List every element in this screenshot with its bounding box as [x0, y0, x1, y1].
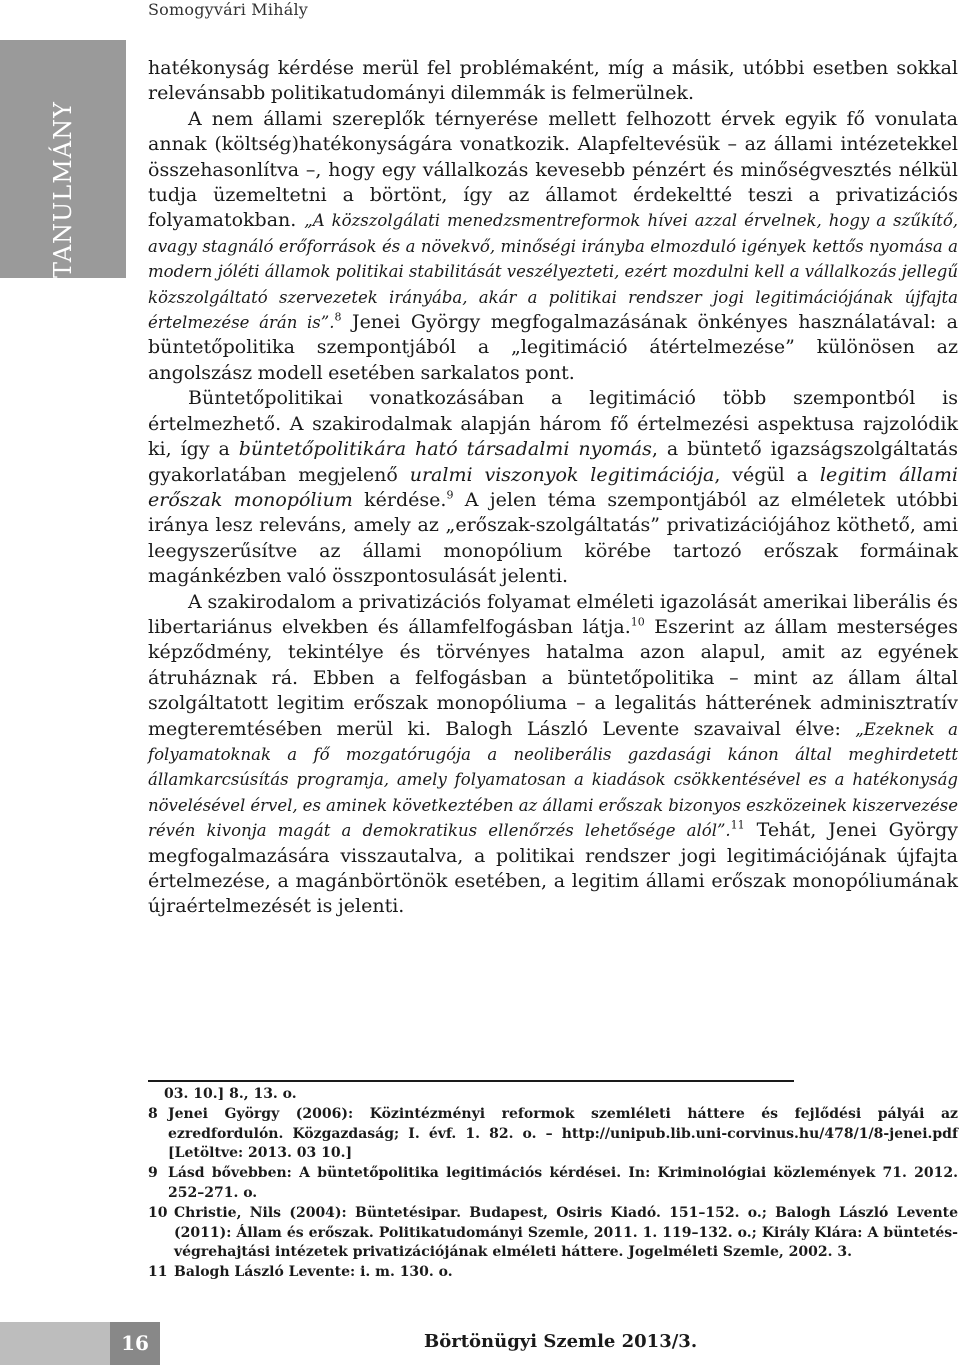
footnote-9: [148, 1164, 958, 1204]
section-tab: [0, 40, 126, 278]
paragraph-2: [148, 107, 958, 386]
footer-gray-block: [0, 1322, 110, 1365]
running-head-author: Somogyvári Mihály: [148, 0, 309, 19]
footnote-number: 10: [148, 1204, 168, 1221]
journal-name: Börtönügyi Szemle 2013/3.: [424, 1331, 698, 1352]
footnote-text: Balogh László Levente: i. m. 130. o.: [174, 1264, 453, 1281]
emphasis-term: legitim állami erőszak monopólium: [148, 463, 958, 511]
paragraph-text: Eszerint az állam mesterséges képződmény, tekintélye és törvényes hatalma azon alapul, amit az egyének átruháznak rá. Ebben a felfogásban a büntetőpolitika – mint az állam által szolgáltatott legitim erőszak monopóliuma – a legalitás hátterének adminisztratív megteremtésében merül ki. Balogh László Levente szavaival élve:: [148, 615, 959, 740]
paragraph-text: kérdése.: [352, 488, 447, 511]
footnote-8: [148, 1105, 958, 1164]
footnote-text: Lásd bővebben: A büntetőpolitika legitimációs kérdései. In: Kriminológiai közlemények 71. 2012. 252–271. o.: [168, 1165, 958, 1201]
footnote-continuation: [148, 1085, 958, 1105]
footnote-10: [148, 1204, 958, 1263]
paragraph-text: Büntetőpolitikai vonatkozásában a legitimáció több szempontból is értelmezhető. A szakirodalmak alapján három fő értelmezési aspektusa rajzolódik ki, így a: [148, 387, 958, 461]
paragraph-text: Jenei György megfogalmazásának önkényes használatával: a büntetőpolitika szempontjából a „legitimáció átértelmezése” különösen az angolszász modell esetében sarkalatos pont.: [148, 311, 959, 384]
block-quote-jenei: „A közszolgálati menedzsmentreformok hívei azzal érvelnek, hogy a szűkítő, avagy stagnáló erőforrások és a növekvő, minőségi irányba elmozduló igények kettős nyomása a modern jóléti államok politikai stabilitását veszélyezteti, ezért mozdulni kell a vállalkozás jellegű közszolgáltató szervezetek irányába, akár a politikai rendszer jogi legitimációjának újfajta értelmezése árán is”.: [148, 211, 958, 333]
footnote-number: 8: [148, 1105, 158, 1122]
footnote-ref-8[interactable]: 8: [334, 310, 342, 324]
paragraph-text: Tehát, Jenei György megfogalmazására visszautalva, a politikai rendszer jogi legitimációjának újfajta értelmezése, a magánbörtönök esetében, a legitim állami erőszak monopóliumának újraértelmezését is jelenti.: [148, 819, 958, 918]
section-tab-label: TANULMÁNY: [49, 101, 77, 278]
footnote-number: 9: [148, 1165, 158, 1182]
footnote-text: Jenei György (2006): Közintézményi reformok szemléleti háttere és fejlődési pályái az ezredfordulón. Közgazdaság; I. évf. 1. 82. o. – http://unipub.lib.uni-corvinus.hu/478/1/8-jenei.pdf [Letöltve: 2013. 03 10.]: [168, 1105, 958, 1162]
footnote-ref-11[interactable]: 11: [730, 818, 745, 832]
footnote-ref-10[interactable]: 10: [630, 615, 645, 629]
footnote-11: [148, 1263, 958, 1283]
emphasis-term: büntetőpolitikára ható társadalmi nyomás: [238, 438, 652, 461]
article-body: [148, 56, 958, 920]
emphasis-term: uralmi viszonyok legitimációja: [409, 463, 715, 486]
paragraph-3: [148, 386, 958, 589]
block-quote-balogh: „Ezeknek a folyamatoknak a fő mozgatórugója a neoliberális gazdasági kánon által meghirdetett államkarcsúsítás programja, amely folyamatosan a kiadások csökkentésével es a hatékonyság növelésével érvel, es aminek következtében az állami erőszak bizonyos eszközeinek kiszervezése révén kivonja magát a demokratikus ellenőrzés lehetősége alól”.: [148, 719, 958, 841]
footnote-text: Christie, Nils (2004): Büntetésipar. Budapest, Osiris Kiadó. 151–152. o.; Balogh László Levente (2011): Állam és erőszak. Politikatudományi Szemle, 2011. 1. 119–132. o.; Király Klára: A büntetés-végrehajtási intézetek privatizációjának elméleti háttere. Jogelméleti Szemle, 2002. 3.: [174, 1204, 958, 1261]
footnotes: [148, 1085, 958, 1283]
footnote-number: 11: [148, 1264, 168, 1281]
paragraph-text: , a büntető igazságszolgáltatás gyakorlatában megjelenő: [148, 438, 958, 486]
page-number: 16: [121, 1331, 149, 1355]
footnote-continuation-text: 03. 10.] 8., 13. o.: [164, 1086, 297, 1102]
footnote-divider: [148, 1080, 794, 1082]
paragraph-text: A jelen téma szempontjából az elméletek utóbbi iránya lesz releváns, amely az „erőszak-szolgáltatás” privatizációjához köthető, ami leegyszerűsítve az állami monopólium körébe tartozó erőszak formáinak magánkézben való összpontosulását jelenti.: [148, 488, 959, 588]
paragraph-text: hatékonyság kérdése merül fel problémaként, míg a másik, utóbbi esetben sokkal relevánsabb politikatudományi dilemmák is felmerülnek.: [148, 57, 958, 105]
paragraph-4: [148, 590, 958, 920]
paragraph-1: [148, 56, 958, 107]
footnote-ref-9[interactable]: 9: [446, 488, 454, 502]
paragraph-text: A szakirodalom a privatizációs folyamat elméleti igazolását amerikai liberális és libertariánus elvekben és államfelfogásban látja.: [148, 590, 958, 638]
paragraph-text: , végül a: [714, 463, 820, 486]
paragraph-text: A nem állami szereplők térnyerése mellett felhozott érvek egyik fő vonulata annak (költség)hatékonyságára vonatkozik. Alapfeltevésük – az állami intézetekkel összehasonlítva –, hogy egy vállalkozás kevesebb pénzért és minőségvesztés nélkül tudja üzemeltetni a börtönt, így az államot érdekeltté teszi a privatizációs folyamatokban.: [148, 107, 958, 232]
